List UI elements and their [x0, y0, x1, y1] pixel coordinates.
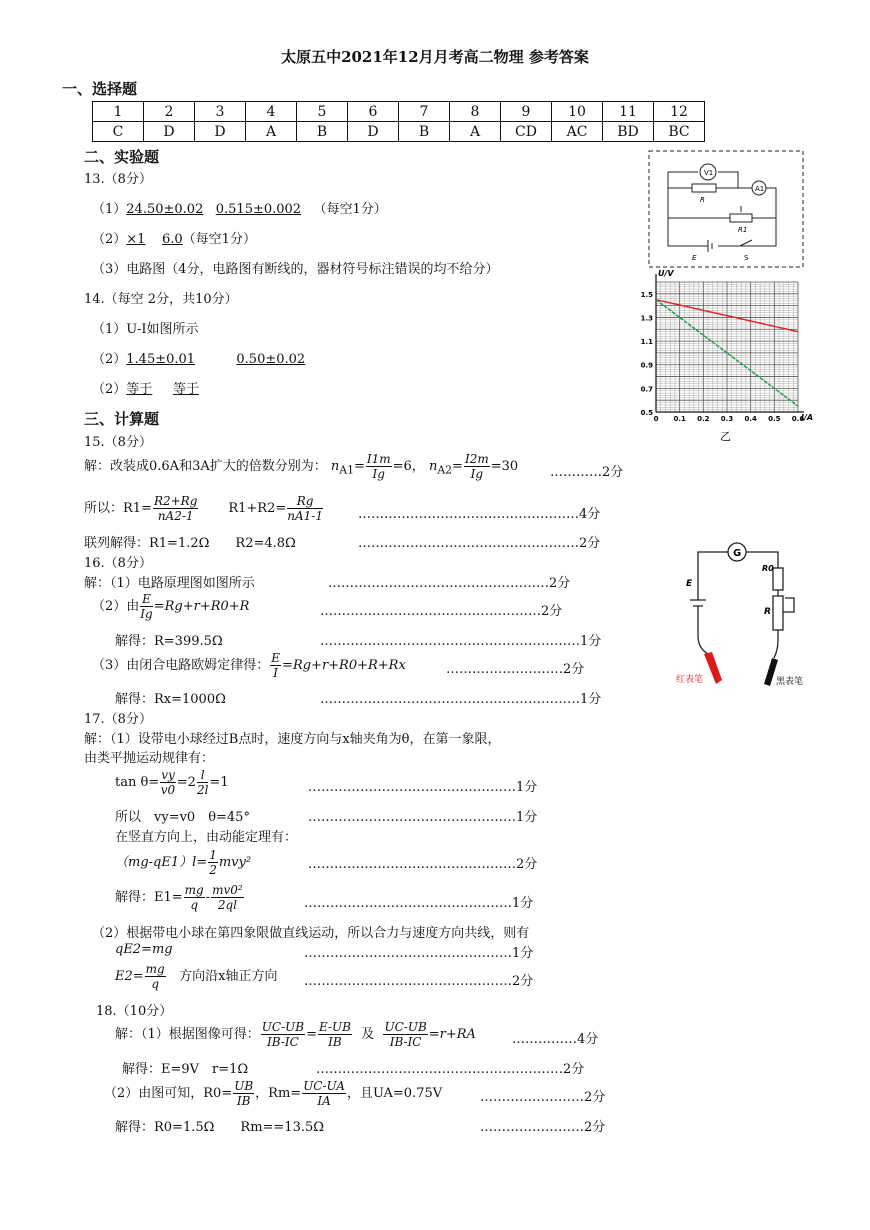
table-cell: C [93, 122, 144, 142]
q15-score3: ……………………………………………2分 [358, 536, 601, 551]
y-tick-label: 0.7 [640, 385, 653, 394]
q15-line2: 所以：R1= $\frac{R2+Rg}{nA2-1}$ R1+R2= $\frac{Rg}{nA1-1}$ [84, 494, 323, 523]
battery-icon [690, 600, 706, 606]
q16-score2: ……………………………………………2分 [320, 604, 563, 619]
circuit-label: R [764, 607, 771, 617]
q13-answer-c: ×1 [126, 232, 146, 247]
table-cell: 9 [501, 102, 552, 122]
fraction: $\frac{\text{mv0²}}{2ql}$ [212, 883, 243, 912]
q18-score2: …………………………………………………2分 [316, 1062, 585, 1077]
table-cell: 5 [297, 102, 348, 122]
circuit-label: R1 [738, 226, 748, 234]
chart-grid [656, 274, 804, 412]
y-axis-label: U/V [658, 269, 674, 278]
y-tick-label: 0.9 [640, 361, 653, 370]
table-cell: BC [654, 122, 705, 142]
table-cell: B [399, 122, 450, 142]
x-axis-label: I/A [801, 413, 814, 422]
section-heading-experiment: 二、实验题 [84, 148, 160, 166]
q16-line3: 解得：R=399.5Ω [115, 634, 223, 649]
fraction: $\frac{1}{2}$ [209, 848, 217, 877]
ui-chart [636, 268, 816, 446]
q17-head: 17.（8分） [84, 712, 152, 727]
circuit-label: R0 [762, 564, 774, 573]
y-tick-label: 1.1 [640, 338, 653, 347]
wire [668, 206, 776, 218]
q15-score1: …………2分 [550, 465, 624, 480]
fraction: $\frac{E-UB}{IB}$ [318, 1020, 351, 1049]
chart-caption: 乙 [720, 430, 731, 443]
table-cell: D [195, 122, 246, 142]
q18-score4: ……………………2分 [480, 1120, 606, 1135]
table-cell: 10 [552, 102, 603, 122]
q16-score1: ……………………………………………2分 [328, 576, 571, 591]
fraction: $\frac{I2m}{Ig}$ [464, 452, 489, 481]
q13-answer-d: 6.0 [161, 232, 183, 247]
q13-answer-b: 0.515±0.002 [215, 202, 302, 217]
circuit-label: G [733, 548, 742, 559]
answer-table-answers-row [93, 122, 705, 142]
x-tick-label: 0.3 [720, 415, 734, 423]
fraction: $\frac{l}{2l}$ [196, 768, 209, 797]
wire [668, 172, 776, 246]
q17-line3: tan θ= $\frac{vy}{v0}$ =2 $\frac{l}{2l}$ =1 [115, 768, 229, 797]
q14-answer-d: 等于 [172, 382, 199, 397]
table-cell: 1 [93, 102, 144, 122]
y-tick-label: 0.5 [640, 409, 653, 417]
q13-part1: （1）24.50±0.02 0.515±0.002 （每空1分） [92, 202, 387, 217]
circuit-diagram-1 [648, 150, 804, 268]
q16-line2: （2）由 $\frac{E}{Ig}$ =Rg+r+R0+R [92, 592, 250, 621]
x-tick-label: 0.4 [744, 415, 757, 423]
resistor-r0-icon [773, 568, 783, 590]
table-cell: B [297, 122, 348, 142]
q17-line9: qE2=mg [115, 942, 173, 957]
q14-part2: （2）1.45±0.01 0.50±0.02 [92, 352, 306, 367]
section-heading-choice: 一、选择题 [62, 80, 138, 98]
fraction: $\frac{mg}{q}$ [145, 962, 165, 991]
q16-line4: （3）由闭合电路欧姆定律得： $\frac{E}{I}$ =Rg+r+R0+R+Rx [92, 651, 406, 680]
fraction: $\frac{vy}{v0}$ [160, 768, 176, 797]
q18-line2: 解得：E=9V r=1Ω [122, 1062, 249, 1077]
q16-line5: 解得：Rx=1000Ω [115, 692, 226, 707]
table-cell: D [144, 122, 195, 142]
table-cell: A [450, 122, 501, 142]
q14-head: 14.（每空 2分，共10分） [84, 292, 238, 307]
answer-table-numbers-row [93, 102, 705, 122]
fraction: $\frac{R2+Rg}{nA2-1}$ [153, 494, 198, 523]
table-cell: AC [552, 122, 603, 142]
circuit-label: S [744, 254, 749, 262]
q17-line10: E2= $\frac{mg}{q}$ 方向沿x轴正方向 [115, 962, 278, 991]
q17-line5: 在竖直方向上，由动能定理有： [115, 830, 298, 845]
x-tick-label: 0.2 [697, 415, 710, 423]
fraction: $\frac{mg}{q}$ [184, 883, 204, 912]
fraction: $\frac{UC-UB}{IB-IC}$ [384, 1020, 427, 1049]
dashed-border [649, 151, 803, 267]
q16-line1: 解：（1）电路原理图如图所示 [84, 576, 255, 591]
table-cell: 11 [603, 102, 654, 122]
rheostat-icon [730, 214, 752, 222]
circuit-label: R [700, 196, 705, 204]
circuit-label: E [692, 254, 697, 262]
q16-score3: ……………………………………………………1分 [320, 634, 602, 649]
q13-part3: （3）电路图（4分，电路图有断线的，器材符号标注错误的均不给分） [92, 262, 499, 277]
q17-score7: …………………………………………1分 [304, 896, 534, 911]
q16-score5: ……………………………………………………1分 [320, 692, 602, 707]
q14-answer-b: 0.50±0.02 [236, 352, 306, 367]
q17-score9: …………………………………………1分 [304, 946, 534, 961]
x-tick-label: 0.6 [791, 415, 805, 423]
x-tick-label: 0.1 [673, 415, 686, 423]
section-heading-calc: 三、计算题 [84, 410, 160, 428]
page-title: 太原五中2021年12月月考高二物理 参考答案 [281, 48, 589, 66]
fraction: $\frac{UC-UA}{IA}$ [303, 1079, 345, 1108]
q18-score3: ……………………2分 [480, 1090, 606, 1105]
fraction: $\frac{I1m}{Ig}$ [366, 452, 391, 481]
table-cell: CD [501, 122, 552, 142]
battery-icon [708, 240, 712, 252]
q15-line3: 联列解得：R1=1.2Ω R2=4.8Ω [84, 536, 296, 551]
switch-icon [740, 240, 752, 246]
q13-head: 13.（8分） [84, 172, 152, 187]
table-cell: 2 [144, 102, 195, 122]
q17-score10: …………………………………………2分 [304, 974, 534, 989]
q14-answer-c: 等于 [126, 382, 153, 397]
circuit-label: V1 [704, 169, 714, 177]
q16-head: 16.（8分） [84, 556, 152, 571]
q17-line6: （mg-qE1）l= $\frac{1}{2}$ mvy² [115, 848, 252, 877]
table-cell: BD [603, 122, 654, 142]
q17-line1: 解：（1）设带电小球经过B点时，速度方向与x轴夹角为θ，在第一象限， [84, 732, 501, 747]
fraction: $\frac{UC-UB}{IB-IC}$ [261, 1020, 305, 1049]
fraction: $\frac{Rg}{nA1-1}$ [287, 494, 323, 523]
q17-score3: …………………………………………1分 [308, 780, 538, 795]
q13-part2: （2）×1 6.0（每空1分） [92, 232, 256, 247]
circuit-label: A1 [755, 185, 765, 193]
wire [783, 598, 794, 612]
q18-score1: ……………4分 [512, 1032, 599, 1047]
q17-score4: …………………………………………1分 [308, 810, 538, 825]
circuit-diagram-2 [676, 538, 816, 698]
q17-line7: 解得：E1= $\frac{mg}{q}$ - $\frac{\text{mv0²}}{2ql}$ [115, 883, 243, 912]
q14-part1: （1）U-I如图所示 [92, 322, 199, 337]
table-cell: 12 [654, 102, 705, 122]
q13-answer-a: 24.50±0.02 [126, 202, 204, 217]
y-tick-label: 1.3 [640, 314, 653, 323]
table-cell: D [348, 122, 399, 142]
q16-score4: ………………………2分 [446, 662, 585, 677]
table-cell: 6 [348, 102, 399, 122]
answer-table [92, 101, 705, 142]
rheostat-icon [773, 596, 783, 630]
table-cell: 7 [399, 102, 450, 122]
table-cell: 4 [246, 102, 297, 122]
q15-score2: ……………………………………………4分 [358, 507, 601, 522]
q18-head: 18.（10分） [96, 1004, 173, 1019]
fraction: $\frac{E}{Ig}$ [140, 592, 153, 621]
q17-score6: …………………………………………2分 [308, 857, 538, 872]
q18-line4: 解得：R0=1.5Ω Rm==13.5Ω [115, 1120, 325, 1135]
fraction: $\frac{E}{I}$ [271, 651, 281, 680]
resistor-icon [692, 184, 716, 192]
x-tick-label: 0 [653, 415, 659, 423]
q17-line4: 所以 vy=v0 θ=45° [115, 810, 250, 825]
fraction: $\frac{UB}{IB}$ [234, 1079, 254, 1108]
black-probe-label: 黑表笔 [776, 677, 804, 687]
q15-line1: 解：改装成0.6A和3A扩大的倍数分别为： $n_{A1}=$ $\frac{I1m}{Ig}$ =6， $n_{A2}=$ $\frac{I2m}{Ig}$ =30 [84, 452, 519, 481]
q14-part3: （2）等于 等于 [92, 382, 199, 397]
q17-line8: （2）根据带电小球在第四象限做直线运动，所以合力与速度方向共线，则有 [92, 926, 530, 941]
q18-line3: （2）由图可知，R0= $\frac{UB}{IB}$ ，Rm= $\frac{UC-UA}{IA}$ ，且UA=0.75V [104, 1079, 443, 1108]
y-tick-label: 1.5 [640, 290, 653, 299]
q14-answer-a: 1.45±0.01 [126, 352, 196, 367]
x-tick-label: 0.5 [768, 415, 781, 423]
q17-line2: 由类平抛运动规律有： [84, 751, 215, 766]
q15-head: 15.（8分） [84, 435, 152, 450]
q18-line1: 解：（1）根据图像可得： $\frac{UC-UB}{IB-IC}$ = $\frac{E-UB}{IB}$ 及 $\frac{UC-UB}{IB-IC}$ =r+RA [115, 1020, 476, 1049]
red-probe-label: 红表笔 [676, 675, 704, 685]
table-cell: A [246, 122, 297, 142]
table-cell: 8 [450, 102, 501, 122]
circuit-label: E [686, 579, 693, 589]
red-probe-icon [704, 652, 722, 684]
table-cell: 3 [195, 102, 246, 122]
